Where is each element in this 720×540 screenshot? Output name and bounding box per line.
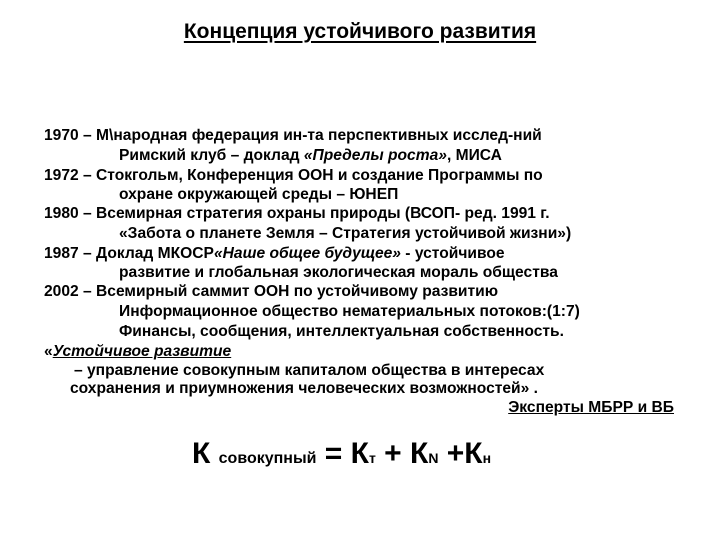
text-line-unep: охране окружающей среды – ЮНЕП	[119, 186, 399, 203]
text-line-2002: 2002 – Всемирный саммит ООН по устойчивому развитию	[44, 283, 499, 300]
formula-plus-kn: + К	[375, 437, 429, 470]
slide-body	[44, 126, 674, 418]
slide-title-text: Концепция устойчивого развития	[183, 20, 537, 43]
brundtland-suffix: - устойчивое	[400, 245, 505, 262]
text-line-1980: 1980 – Всемирная стратегия охраны природы (ВСОП- ред. 1991 г.	[44, 205, 550, 222]
formula-plus-kh: +К	[438, 437, 483, 470]
text-line-finance: Финансы, сообщения, интеллектуальная собственность.	[119, 323, 564, 340]
text-line-global-morality: развитие и глобальная экологическая мораль общества	[119, 264, 558, 281]
formula-t-subscript: т	[368, 450, 376, 466]
text-line-definition-2: сохранения и приумножения человеческих возможностей» .	[70, 380, 538, 397]
text-line-1987	[44, 244, 674, 264]
formula-n-subscript: N	[428, 450, 439, 466]
text-line-club-of-rome	[44, 146, 674, 166]
formula-k: К	[192, 437, 211, 470]
brundtland-prefix: 1987 – Доклад МКОСР	[44, 245, 214, 262]
text-line-definition-title	[44, 342, 674, 362]
text-line-experts: Эксперты МБРР и ВБ	[508, 399, 674, 416]
limits-to-growth-title: «Пределы роста»	[303, 147, 447, 164]
club-of-rome-text: Римский клуб – доклад	[119, 147, 304, 164]
text-line-caring-for-earth: «Забота о планете Земля – Стратегия устойчивой жизни»)	[119, 225, 572, 242]
misa-text: , МИСА	[446, 147, 502, 164]
open-quote: «	[44, 343, 53, 360]
formula-h-subscript: н	[482, 450, 492, 466]
text-line-1972: 1972 – Стокгольм, Конференция ООН и создание Программы по	[44, 167, 543, 184]
text-line-information-society: Информационное общество нематериальных потоков:(1:7)	[119, 303, 580, 320]
formula-eq-kt: = К	[316, 437, 369, 470]
sustainable-development-term: Устойчивое развитие	[52, 343, 232, 360]
capital-formula	[192, 436, 491, 477]
our-common-future-title: «Наше общее будущее»	[213, 245, 401, 262]
formula-k-subscript: совокупный	[218, 450, 317, 467]
text-line-1970: 1970 – М\народная федерация ин-та перспективных исслед-ний	[44, 127, 542, 144]
slide-title	[0, 20, 720, 44]
text-line-definition-1: – управление совокупным капиталом общества в интересах	[74, 362, 545, 379]
